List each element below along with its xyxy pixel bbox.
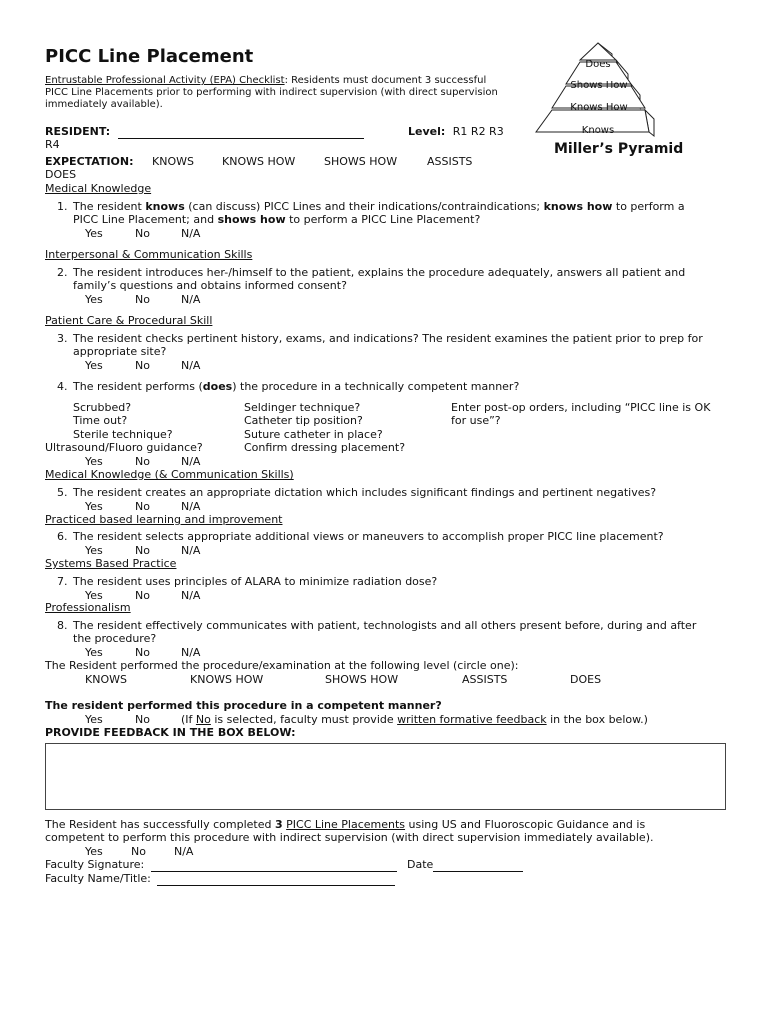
q6-yes[interactable]: Yes	[85, 544, 103, 557]
q1-text-c: (can discuss) PICC Lines and their indications/contraindications;	[184, 200, 544, 213]
q5-number: 5.	[57, 486, 68, 499]
competent-question: The resident performed this procedure in a competent manner?	[45, 699, 442, 712]
completion-text-e: using US and Fluoroscopic Guidance and is	[405, 818, 646, 831]
q1-text-a: The resident	[73, 200, 146, 213]
q1-shows-how: shows how	[217, 213, 286, 226]
q5-na[interactable]: N/A	[181, 500, 201, 513]
q4-post-op-orders-2: for use”?	[451, 414, 501, 427]
faculty-signature-row	[45, 858, 397, 872]
q8-number: 8.	[57, 619, 68, 632]
expectation-shows-how: SHOWS HOW	[324, 155, 398, 168]
q3-line-2: appropriate site?	[73, 345, 167, 358]
section-sbp: Systems Based Practice	[45, 557, 177, 570]
q7-na[interactable]: N/A	[181, 589, 201, 602]
q8-line-2: the procedure?	[73, 632, 157, 645]
q8-yes[interactable]: Yes	[85, 646, 103, 659]
q1-na[interactable]: N/A	[181, 227, 201, 240]
q1-line-1	[73, 200, 685, 214]
expectation-label: EXPECTATION:	[45, 155, 134, 168]
q2-number: 2.	[57, 266, 68, 279]
level-option-r4[interactable]: R4	[45, 138, 60, 151]
performed-shows-how[interactable]: SHOWS HOW	[325, 673, 399, 686]
q3-na[interactable]: N/A	[181, 359, 201, 372]
intro-line-3: immediately available).	[45, 99, 163, 110]
pyramid-caption: Miller’s Pyramid	[554, 141, 684, 157]
q4-time-out: Time out?	[73, 414, 128, 427]
millers-pyramid	[530, 40, 684, 157]
section-professionalism: Professionalism	[45, 601, 131, 614]
intro-line-1	[45, 75, 486, 88]
q7-yes[interactable]: Yes	[85, 589, 103, 602]
q4-seldinger: Seldinger technique?	[244, 401, 361, 414]
page-title: PICC Line Placement	[45, 46, 254, 67]
q4-yes[interactable]: Yes	[85, 455, 103, 468]
q1-no[interactable]: No	[135, 227, 150, 240]
date-field[interactable]	[433, 861, 523, 872]
faculty-signature-label: Faculty Signature:	[45, 858, 145, 871]
q2-line-1: The resident introduces her-/himself to the patient, explains the procedure adequately, answers all patient and	[73, 266, 686, 279]
completion-no[interactable]: No	[131, 845, 146, 858]
q6-number: 6.	[57, 530, 68, 543]
faculty-signature-field[interactable]	[151, 861, 397, 872]
performed-does[interactable]: DOES	[570, 673, 602, 686]
q5-yes[interactable]: Yes	[85, 500, 103, 513]
intro-text: : Residents must document 3 successful	[284, 75, 487, 86]
date-label: Date	[407, 858, 434, 871]
q4-post-op-orders-1: Enter post-op orders, including “PICC line is OK	[451, 401, 711, 414]
q7-text: The resident uses principles of ALARA to minimize radiation dose?	[73, 575, 438, 588]
completion-yes[interactable]: Yes	[85, 845, 103, 858]
faculty-name-field[interactable]	[157, 875, 395, 886]
q1-knows-how: knows how	[543, 200, 613, 213]
competent-note-no: No	[195, 713, 211, 726]
faculty-name-row	[45, 872, 395, 886]
q6-no[interactable]: No	[135, 544, 150, 557]
q4-number: 4.	[57, 380, 68, 393]
expectation-knows: KNOWS	[152, 155, 194, 168]
feedback-label: PROVIDE FEEDBACK IN THE BOX BELOW:	[45, 726, 296, 739]
performed-knows-how[interactable]: KNOWS HOW	[190, 673, 264, 686]
expectation-does: DOES	[45, 168, 77, 181]
q5-text: The resident creates an appropriate dictation which includes significant findings and pertinent negatives?	[73, 486, 657, 499]
q1-text-f: PICC Line Placement; and	[73, 213, 218, 226]
q4-na[interactable]: N/A	[181, 455, 201, 468]
resident-row	[45, 125, 364, 139]
competent-yes[interactable]: Yes	[85, 713, 103, 726]
resident-name-field[interactable]	[118, 128, 364, 139]
pyramid-level-knows: Knows	[581, 125, 615, 136]
q6-na[interactable]: N/A	[181, 544, 201, 557]
q1-line-2	[73, 213, 480, 227]
resident-label: RESIDENT:	[45, 125, 111, 138]
section-interpersonal: Interpersonal & Communication Skills	[45, 248, 253, 261]
competent-note-c: in the box below.)	[546, 713, 648, 726]
q4-no[interactable]: No	[135, 455, 150, 468]
q1-text-h: to perform a PICC Line Placement?	[285, 213, 481, 226]
q4-catheter-tip: Catheter tip position?	[244, 414, 363, 427]
competent-no[interactable]: No	[135, 713, 150, 726]
q3-no[interactable]: No	[135, 359, 150, 372]
q4-suture-catheter: Suture catheter in place?	[244, 428, 383, 441]
section-pbli: Practiced based learning and improvement	[45, 513, 283, 526]
feedback-box[interactable]	[45, 743, 726, 810]
completion-line-2: competent to perform this procedure with indirect supervision (with direct supervision immediately available).	[45, 831, 654, 844]
q3-yes[interactable]: Yes	[85, 359, 103, 372]
q2-na[interactable]: N/A	[181, 293, 201, 306]
expectation-knows-how: KNOWS HOW	[222, 155, 296, 168]
q4-sterile-technique: Sterile technique?	[73, 428, 173, 441]
q4-confirm-dressing: Confirm dressing placement?	[244, 441, 406, 454]
pyramid-level-does: Does	[585, 59, 611, 70]
q3-line-1: The resident checks pertinent history, exams, and indications? The resident examines the patient prior to prep for	[73, 332, 703, 345]
epa-checklist-link: Entrustable Professional Activity (EPA) Checklist	[45, 75, 285, 86]
performed-level-text: The Resident performed the procedure/examination at the following level (circle one):	[45, 659, 519, 672]
performed-knows[interactable]: KNOWS	[85, 673, 127, 686]
q7-no[interactable]: No	[135, 589, 150, 602]
completion-line-1	[45, 818, 645, 832]
q1-knows: knows	[145, 200, 185, 213]
q8-na[interactable]: N/A	[181, 646, 201, 659]
q2-line-2: family’s questions and obtains informed consent?	[73, 279, 347, 292]
pyramid-level-knows-how: Knows How	[570, 102, 628, 113]
completion-text-a: The Resident has successfully completed	[45, 818, 275, 831]
level-label: Level:	[408, 125, 446, 138]
date-row	[407, 858, 523, 872]
written-feedback-link: written formative feedback	[397, 713, 547, 726]
faculty-name-label: Faculty Name/Title:	[45, 872, 151, 885]
pyramid-level-shows-how: Shows How	[570, 80, 628, 91]
q8-no[interactable]: No	[135, 646, 150, 659]
completion-procedure-link: PICC Line Placements	[286, 818, 406, 831]
q6-text: The resident selects appropriate additional views or maneuvers to accomplish proper PICC line placement?	[73, 530, 664, 543]
section-mk-communication: Medical Knowledge (& Communication Skills)	[45, 468, 294, 481]
q4-text-c: ) the procedure in a technically competent manner?	[232, 380, 520, 393]
q4-does: does	[202, 380, 233, 393]
section-patient-care: Patient Care & Procedural Skill	[45, 314, 213, 327]
intro-line-2: PICC Line Placements prior to performing with indirect supervision (with direct supervision	[45, 87, 498, 98]
q4-scrubbed: Scrubbed?	[73, 401, 132, 414]
q3-number: 3.	[57, 332, 68, 345]
competent-note-b: is selected, faculty must provide	[210, 713, 398, 726]
level-options[interactable]: R1 R2 R3	[452, 125, 504, 138]
q1-number: 1.	[57, 200, 68, 213]
level-row	[408, 125, 504, 139]
completion-na[interactable]: N/A	[174, 845, 194, 858]
q5-no[interactable]: No	[135, 500, 150, 513]
q2-yes[interactable]: Yes	[85, 293, 103, 306]
q4-ultrasound-guidance: Ultrasound/Fluoro guidance?	[45, 441, 203, 454]
q8-line-1: The resident effectively communicates with patient, technologists and all others present before, during and after	[73, 619, 697, 632]
competent-note-a: (If	[181, 713, 196, 726]
competent-note	[181, 713, 648, 727]
q1-text-e: to perform a	[612, 200, 685, 213]
q2-no[interactable]: No	[135, 293, 150, 306]
completion-count: 3	[274, 818, 283, 831]
performed-assists[interactable]: ASSISTS	[462, 673, 508, 686]
q7-number: 7.	[57, 575, 68, 588]
expectation-assists: ASSISTS	[427, 155, 473, 168]
q1-yes[interactable]: Yes	[85, 227, 103, 240]
q4-text-a: The resident performs (	[73, 380, 203, 393]
section-medical-knowledge: Medical Knowledge	[45, 182, 152, 195]
q4-line-1	[73, 380, 519, 394]
